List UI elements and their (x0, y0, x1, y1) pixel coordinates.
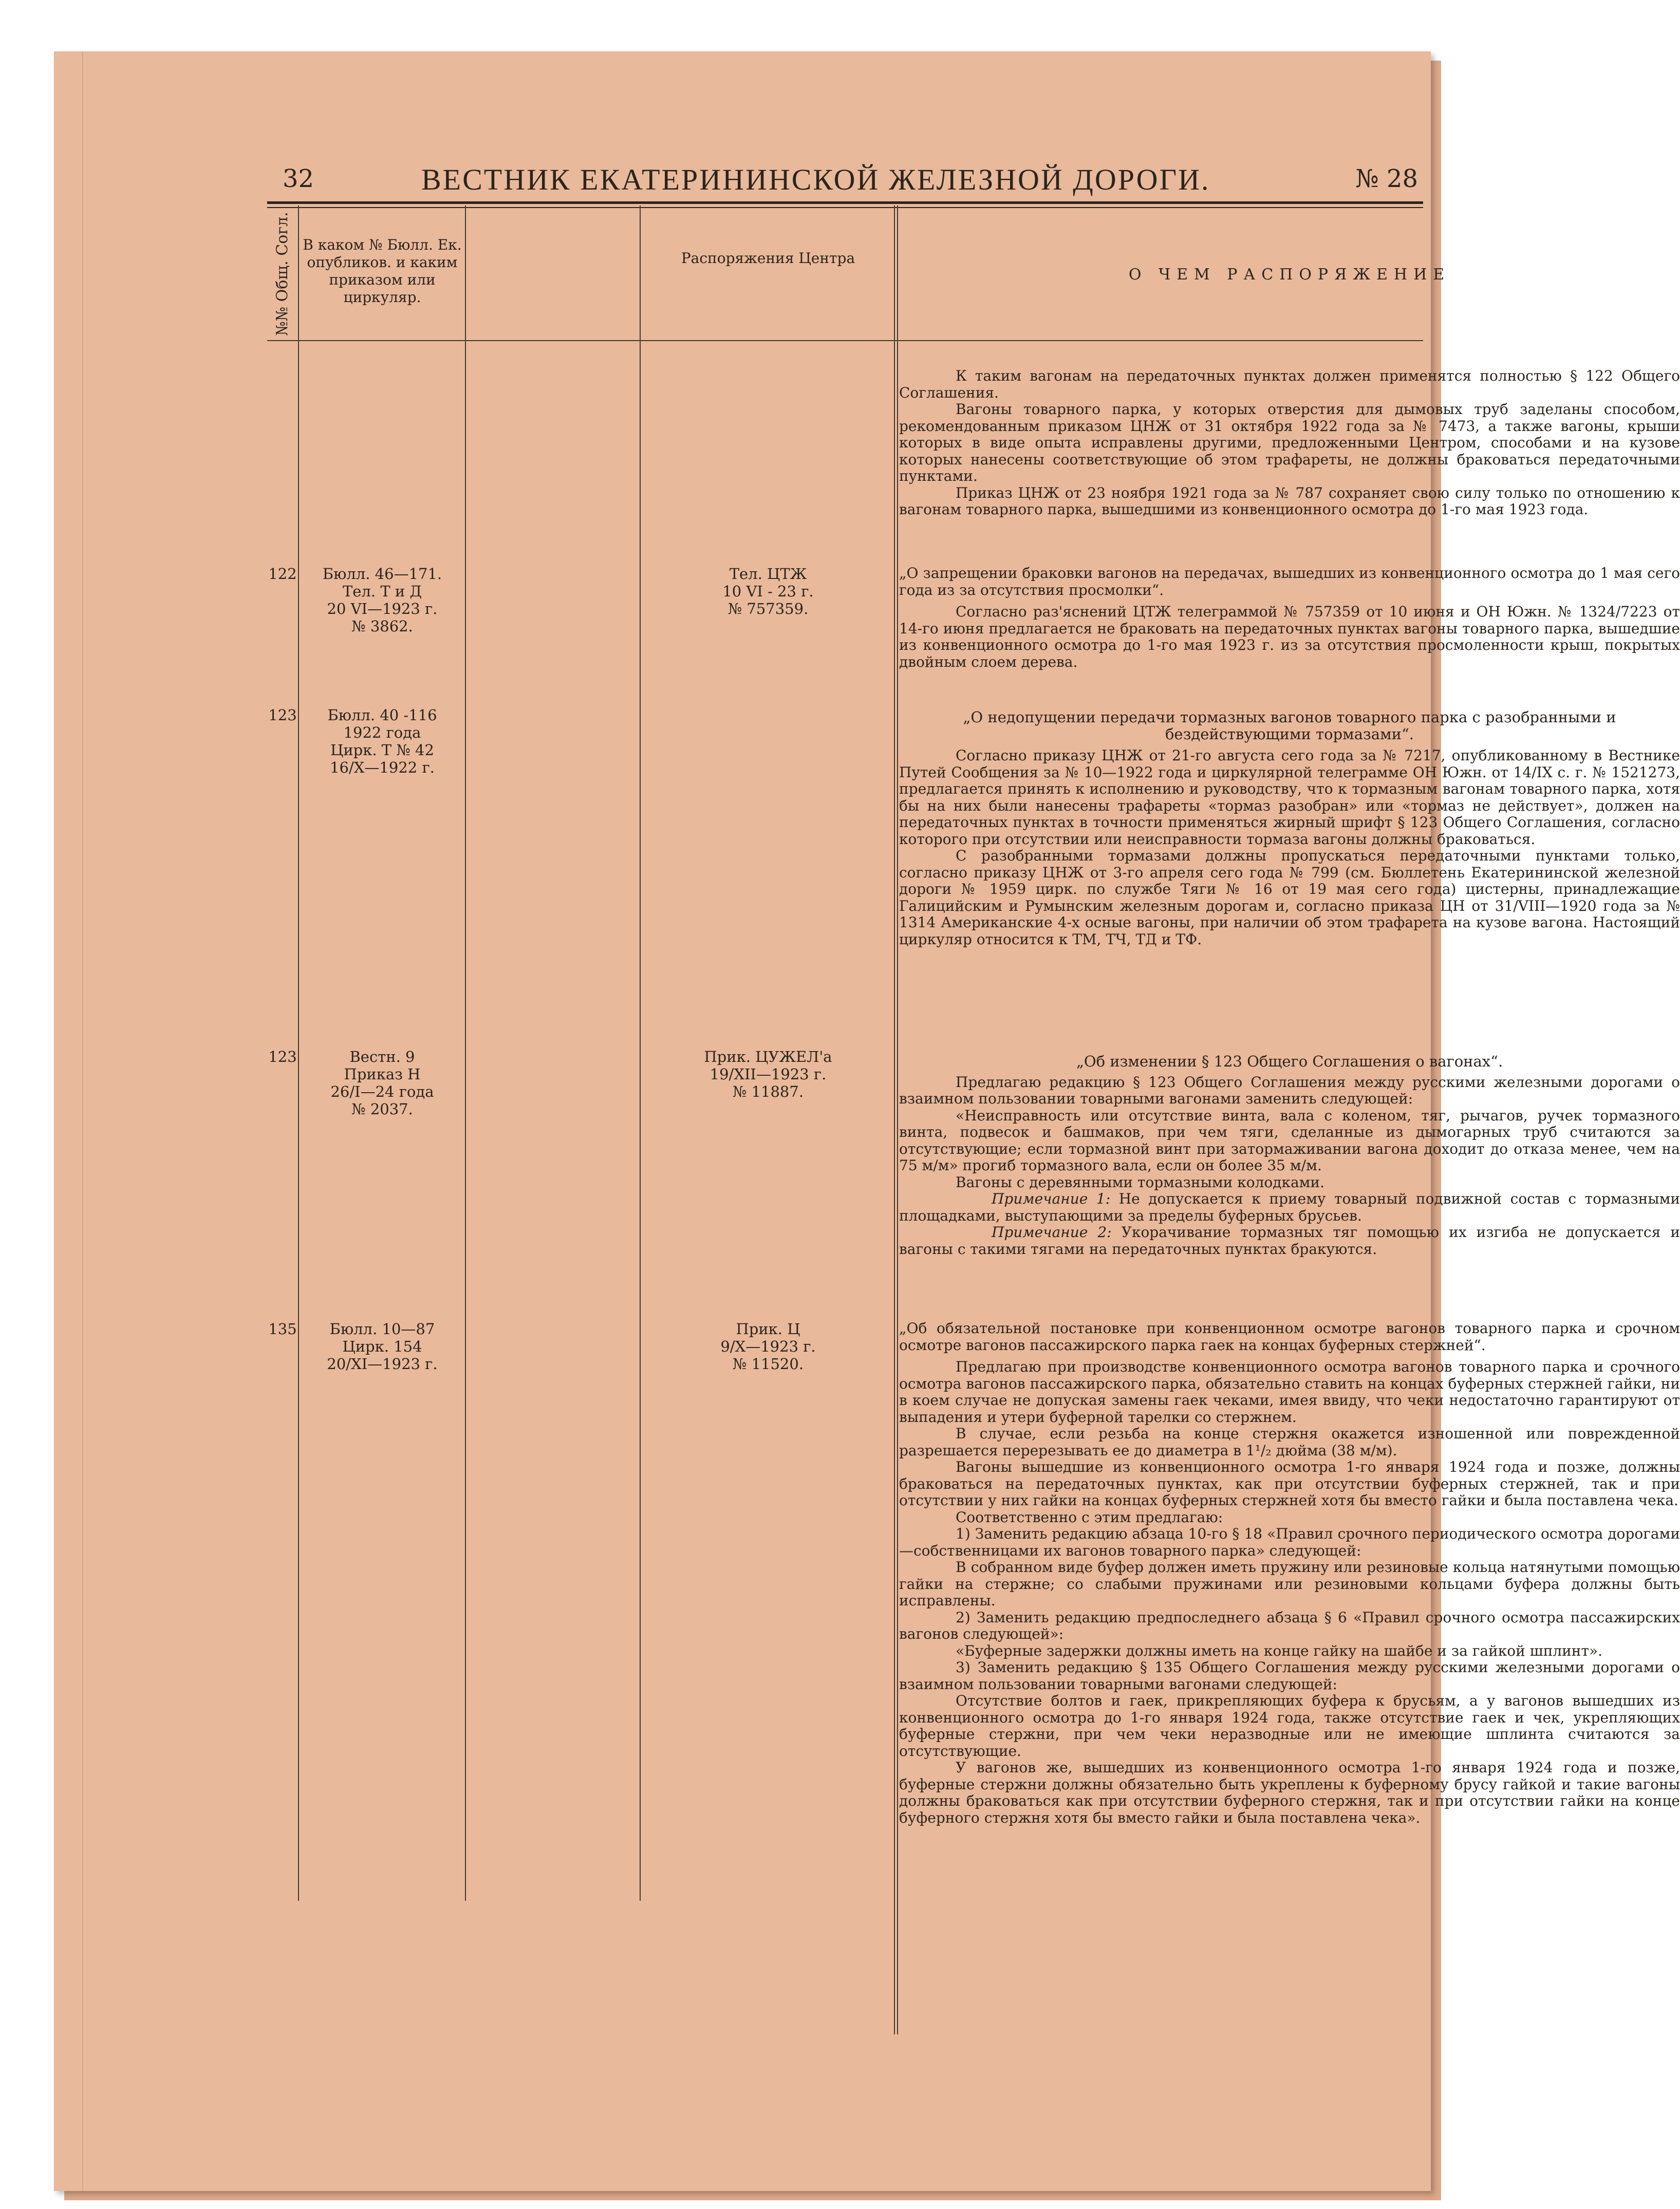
row-paragraph: 2) Заменить редакцию предпоследнего абзаца § 6 «Правил срочного осмотра пассажирских вагонов следующей»: (899, 1608, 1680, 1642)
column-divider (897, 205, 898, 2034)
row-paragraph: Соответственно с этим предлагаю: (956, 1508, 1223, 1526)
intro-text (899, 368, 1680, 518)
column-header-bulletin: В каком № Бюлл. Ек. опубликов. и каким приказом или циркуляр. (303, 236, 462, 306)
row-title: „Об изменении § 123 Общего Соглашения о вагонах“. (1076, 1053, 1503, 1070)
row-title: „Об обязательной постановке при конвенционном осмотре вагонов товарного парка и срочном осмотре вагонов пассажирского парка гаек на концах буферных стержней“. (899, 1320, 1680, 1354)
row-note: Примечание 1: Не допускается к приему товарный подвижной состав с тормазными площадками, выступающими за пределы буферных брусьев. (899, 1190, 1680, 1224)
row-paragraph: Предлагаю редакцию § 123 Общего Соглашения между русскими железными дорогами о взаимном пользовании товарными вагонами заменить следующей: (899, 1073, 1680, 1107)
row-paragraph: Согласно раз'яснений ЦТЖ телеграммой № 757359 от 10 июня и ОН Южн. № 1324/7223 от 14-го июня предлагается не браковать на передаточных пунктах вагоны товарного парка, вышедшие из конвенционного осмотра до 1-го мая 1923 г. из за отсутствия просмоленности крыш, покрытых двойным слоем дерева. (899, 603, 1680, 670)
row-description (899, 565, 1680, 670)
header-bottom-rule (267, 340, 1423, 341)
row-number: 123 (268, 706, 297, 724)
row-order: Прик. ЦУЖЕЛ'а 19/XII—1923 г. № 11887. (704, 1048, 832, 1100)
row-bulletin: Бюлл. 40 -116 1922 года Цирк. Т № 42 16/X—1922 г. (327, 706, 437, 776)
row-paragraph: С разобранными тормазами должны пропускаться передаточными пунктами только, согласно приказу ЦНЖ от 3-го апреля сего года № 799 (см. Бюллетень Екатерининской железной дороги № 1959 цирк. по службе Тяги № 16 от 19 мая сего года) цистерны, принадлежащие Галицийским и Румынским железным дорогам и, согласно приказа ЦН от 31/VIII—1920 года за № 1314 Американские 4-х осные вагоны, при наличии об этом трафарета на кузове вагона. Настоящий циркуляр относится к ТМ, ТЧ, ТД и ТФ. (899, 847, 1680, 948)
column-header-number: №№ Общ. Согл. (273, 211, 291, 336)
row-paragraph: В собранном виде буфер должен иметь пружину или резиновые кольца натянутыми помощью гайки на стержне; со слабыми пружинами или резиновыми кольцами буфера должны быть исправлены. (899, 1559, 1680, 1609)
column-divider (894, 205, 895, 2034)
orders-table (267, 205, 1680, 2034)
intro-paragraph: Вагоны товарного парка, у которых отверстия для дымовых труб заделаны способом, рекомендованным приказом ЦНЖ от 31 октября 1922 года за № 7473, а также вагоны, крыши которых в виде опыта исправлены другими, предложенными Центром, способами и на кузове которых нанесены соответствующие об этом трафареты, не должны браковаться передаточными пунктами. (899, 401, 1680, 484)
column-divider (298, 205, 299, 1901)
row-description (899, 1053, 1680, 1258)
page-number: 32 (283, 164, 314, 193)
row-number: 123 (268, 1048, 297, 1065)
row-title: „О запрещении браковки вагонов на передачах, вышедших из конвенционного осмотра до 1 мая сего года из за отсутствия просмолки“. (899, 565, 1680, 598)
column-header-subject: О ЧЕМ РАСПОРЯЖЕНИЕ (1128, 266, 1451, 284)
row-title: „О недопущении передачи тормазных вагонов товарного парка с разобранными и бездействующими тормазами“. (963, 708, 1616, 743)
column-divider (465, 205, 466, 1901)
journal-title: ВЕСТНИК ЕКАТЕРИНИНСКОЙ ЖЕЛЕЗНОЙ ДОРОГИ. (421, 163, 1210, 196)
column-header-orders: Распоряжения Центра (681, 250, 855, 267)
header-rule (267, 201, 1423, 204)
row-bulletin: Вестн. 9 Приказ Н 26/I—24 года № 2037. (330, 1048, 434, 1118)
row-description (899, 709, 1680, 948)
row-paragraph: «Неисправность или отсутствие винта, вала с коленом, тяг, рычагов, ручек тормазного винта, подвесок и башмаков, при чем тяги, сделанные из дымогарных труб считаются за отсутствующие; если тормазной винт при затормаживании вагона доходит до отказа менее, чем на 75 м/м» прогиб тормазного вала, если он более 35 м/м. (899, 1107, 1680, 1174)
row-order: Прик. Ц 9/X—1923 г. № 11520. (720, 1320, 816, 1373)
intro-paragraph: К таким вагонам на передаточных пунктах должен применятся полностью § 122 Общего Соглашения. (899, 367, 1680, 401)
row-paragraph: 3) Заменить редакцию § 135 Общего Соглашения между русскими железными дорогами о взаимном пользовании товарными вагонами следующей: (899, 1659, 1680, 1693)
row-order: Тел. ЦТЖ 10 VI - 23 г. № 757359. (722, 565, 814, 617)
intro-paragraph: Приказ ЦНЖ от 23 ноября 1921 года за № 787 сохраняет свою силу только по отношению к вагонам товарного парка, вышедшими из конвенционного осмотра до 1-го мая 1923 года. (899, 484, 1680, 518)
page-header (267, 154, 1423, 200)
row-paragraph: Отсутствие болтов и гаек, прикрепляющих буфера к брусьям, а у вагонов вышедших из конвенционного осмотра до 1-го января 1924 года, также отсутствие гаек и чек, укрепляющих буферные стержни, при чем чеки неразводные или не имеющие шплинта считаются за отсутствующие. (899, 1692, 1680, 1759)
row-bulletin: Бюлл. 46—171. Тел. Т и Д 20 VI—1923 г. № 3862. (322, 565, 442, 635)
row-paragraph: В случае, если резьба на конце стержня окажется изношенной или поврежденной разрешается перерезывать ее до диаметра в 1¹/₂ дюйма (38 м/м). (899, 1425, 1680, 1459)
row-paragraph: Вагоны вышедшие из конвенционного осмотра 1-го января 1924 года и позже, должны браковаться на передаточных пунктах, как при отсутствии буферных стержней, так и при отсутствии у них гайки на концах буферных стержней хотя бы вместо гайки и была поставлена чека. (899, 1458, 1680, 1509)
row-paragraph: Вагоны с деревянными тормазными колодками. (956, 1173, 1324, 1191)
issue-number: № 28 (1355, 164, 1418, 193)
row-paragraph: Предлагаю при производстве конвенционного осмотра вагонов товарного парка и срочного осмотра вагонов пассажирского парка, обязательно ставить на концах буферных стержней гайки, ни в коем случае не допуская замены гаек чеками, имея ввиду, что чеки недостаточно гарантируют от выпадения и утери буферной тарелки со стержнем. (899, 1358, 1680, 1426)
row-description (899, 1320, 1680, 1826)
row-paragraph: У вагонов же, вышедших из конвенционного осмотра 1-го января 1924 года и позже, буферные стержни должны обязательно быть укреплены к буферному брусу гайкой и такие вагоны должны браковаться как при отсутствии буферного стержня, так и при отсутствии гайки на конце буферного стержня хотя бы вместо гайки и была поставлена чека». (899, 1759, 1680, 1826)
row-paragraph: 1) Заменить редакцию абзаца 10-го § 18 «Правил срочного периодического осмотра дорогами—собственницами их вагонов товарного парка» следующей: (899, 1525, 1680, 1559)
row-number: 122 (268, 565, 297, 583)
row-paragraph: Согласно приказу ЦНЖ от 21-го августа сего года за № 7217, опубликованному в Вестнике Путей Сообщения за № 10—1922 года и циркулярной телеграмме ОН Южн. от 14/IX с. г. № 1521273, предлагается принять к исполнению и руководству, что к тормазным вагонам товарного парка, хотя бы на них были нанесены трафареты «тормаз разобран» или «тормаз не действует», должен на передаточных пунктах в точности применяться жирный шрифт § 123 Общего Соглашения, согласно которого при отсутствии или неисправности тормаза вагоны должны браковаться. (899, 747, 1680, 848)
row-bulletin: Бюлл. 10—87 Цирк. 154 20/XI—1923 г. (327, 1320, 438, 1373)
row-number: 135 (268, 1320, 297, 1338)
page-fold (82, 51, 83, 2191)
row-paragraph: «Буферные задержки должны иметь на конце гайку на шайбе и за гайкой шплинт». (956, 1642, 1602, 1659)
row-note: Примечание 2: Укорачивание тормазных тяг помощью их изгиба не допускается и вагоны с такими тягами на передаточных пунктах бракуются. (899, 1224, 1680, 1258)
